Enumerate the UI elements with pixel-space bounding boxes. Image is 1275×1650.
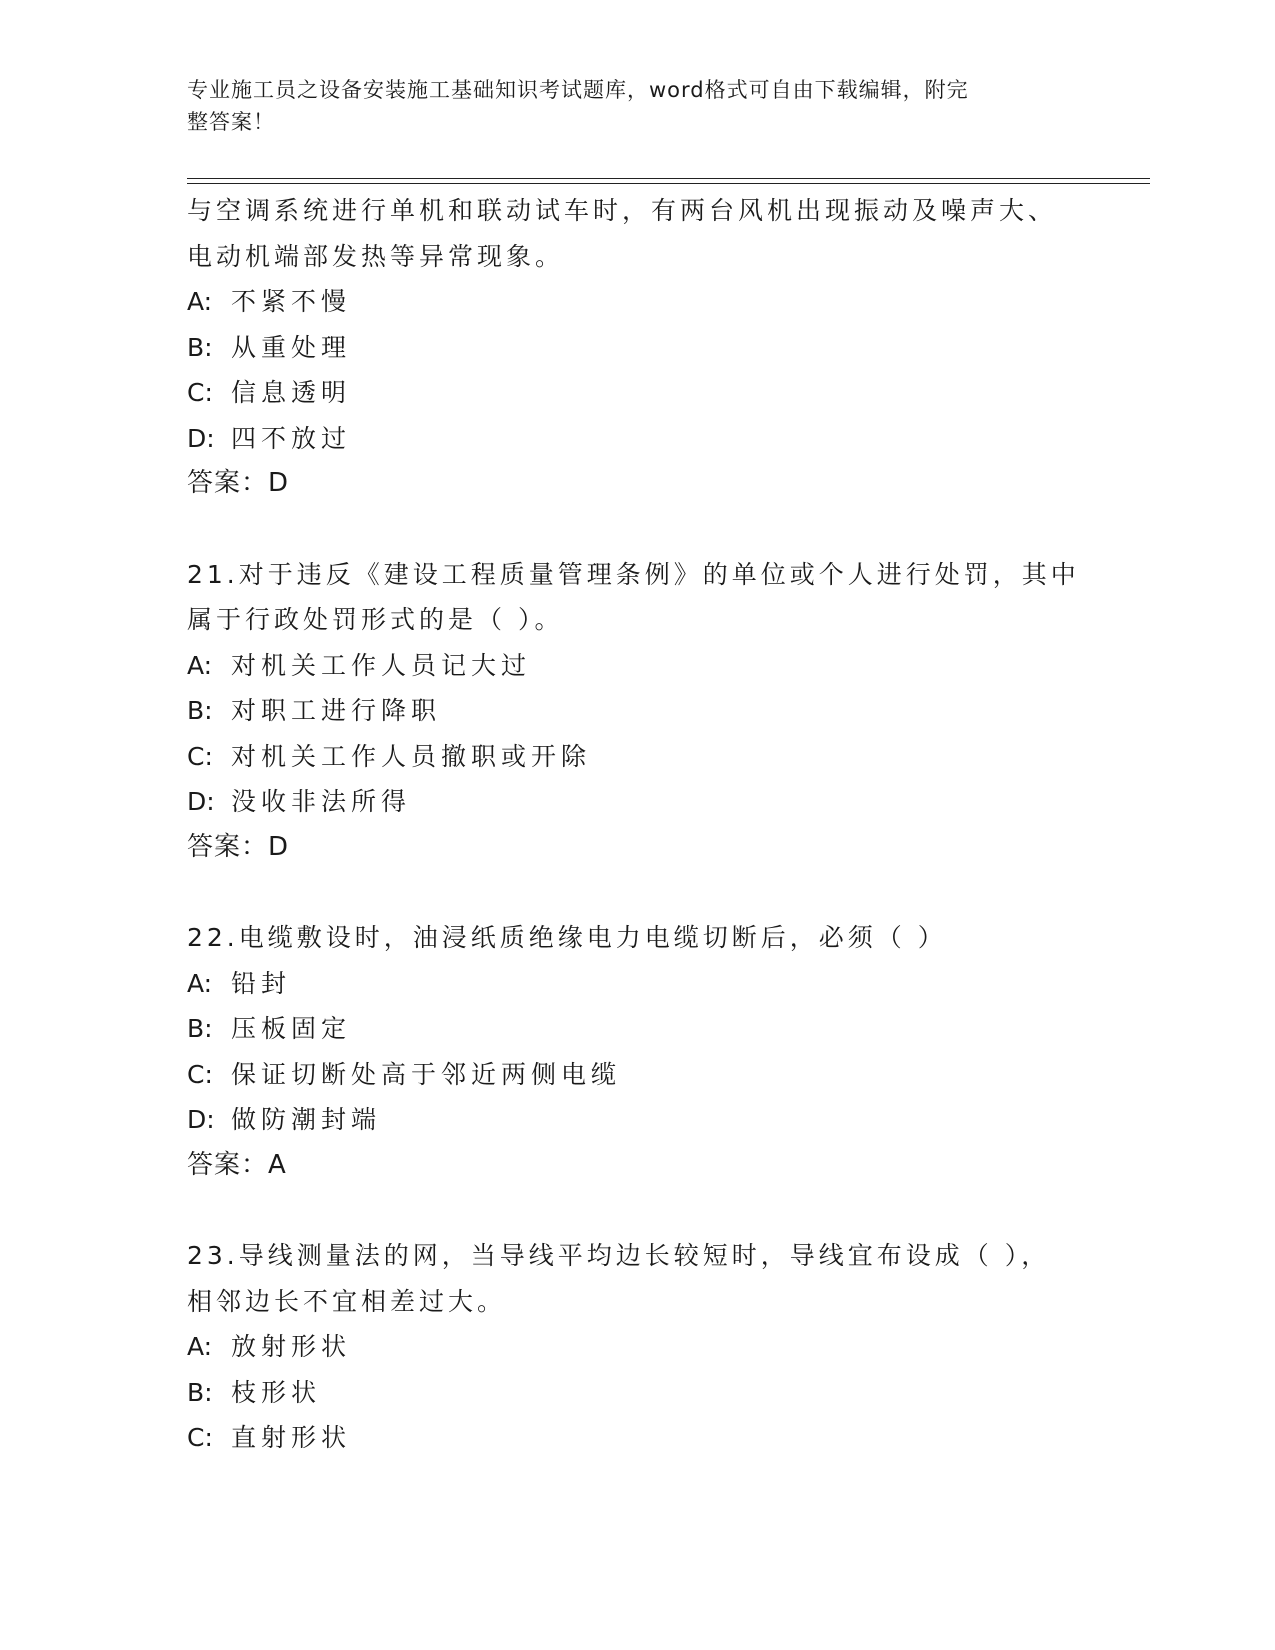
question-stem-line: 23.导线测量法的网，当导线平均边长较短时，导线宜布设成（ ）， [187, 1241, 1051, 1270]
option-c [187, 370, 1087, 416]
option-letter: C: [187, 378, 213, 407]
question-23 [187, 1233, 1087, 1461]
option-text: 不紧不慢 [231, 287, 352, 316]
option-b [187, 688, 1087, 734]
question-stem-line: 相邻边长不宜相差过大。 [187, 1286, 507, 1316]
question-spacer [187, 1188, 1087, 1233]
option-text: 直射形状 [231, 1423, 352, 1452]
option-b [187, 325, 1087, 371]
option-letter: C: [187, 1059, 213, 1089]
option-text: 没收非法所得 [231, 787, 412, 816]
header-divider-top [187, 178, 1150, 179]
option-d [187, 416, 1087, 462]
option-letter: A: [187, 287, 213, 316]
option-text: 枝形状 [231, 1377, 322, 1407]
option-c [187, 1052, 1087, 1098]
option-letter: B: [187, 696, 213, 725]
option-letter: C: [187, 1423, 213, 1452]
header-divider-bottom [187, 183, 1150, 184]
header-line-2: 整答案！ [187, 110, 275, 134]
option-b [187, 1370, 1087, 1416]
option-letter: D: [187, 1105, 215, 1134]
option-text: 保证切断处高于邻近两侧电缆 [231, 1059, 622, 1089]
option-d [187, 779, 1087, 825]
option-text: 压板固定 [231, 1014, 352, 1043]
option-text: 对机关工作人员撤职或开除 [231, 741, 592, 771]
option-letter: D: [187, 787, 215, 816]
option-text: 四不放过 [231, 423, 352, 453]
option-text: 从重处理 [231, 332, 352, 362]
option-letter: B: [187, 1377, 213, 1407]
option-letter: B: [187, 332, 213, 362]
question-stem-line: 与空调系统进行单机和联动试车时，有两台风机出现振动及噪声大、 [187, 196, 1058, 225]
question-continued [187, 188, 1087, 507]
option-a [187, 1324, 1087, 1370]
answer-line: 答案：A [187, 1149, 287, 1180]
answer-line: 答案：D [187, 831, 290, 862]
option-letter: A: [187, 968, 213, 998]
answer-line: 答案：D [187, 468, 290, 498]
question-stem-line: 属于行政处罚形式的是（ ）。 [187, 605, 564, 634]
question-21 [187, 552, 1087, 871]
option-text: 信息透明 [231, 378, 352, 407]
question-22 [187, 915, 1087, 1188]
option-letter: B: [187, 1014, 213, 1043]
option-letter: A: [187, 650, 213, 680]
option-text: 放射形状 [231, 1332, 352, 1361]
option-b [187, 1006, 1087, 1052]
question-stem-line: 21.对于违反《建设工程质量管理条例》的单位或个人进行处罚，其中 [187, 559, 1080, 589]
option-c [187, 734, 1087, 780]
header-line-1: 专业施工员之设备安装施工基础知识考试题库，word格式可自由下载编辑，附完 [187, 78, 969, 102]
option-letter: D: [187, 423, 215, 453]
question-stem-line: 22.电缆敷设时，油浸纸质绝缘电力电缆切断后，必须（ ） [187, 923, 947, 952]
document-header [187, 74, 1067, 138]
question-list [187, 188, 1087, 1461]
option-a [187, 643, 1087, 689]
option-text: 对职工进行降职 [231, 696, 442, 725]
question-spacer [187, 507, 1087, 552]
option-text: 对机关工作人员记大过 [231, 650, 532, 680]
option-letter: C: [187, 741, 213, 771]
option-c [187, 1415, 1087, 1461]
option-d [187, 1097, 1087, 1143]
option-a [187, 961, 1087, 1007]
option-text: 做防潮封端 [231, 1105, 382, 1134]
question-stem-line: 电动机端部发热等异常现象。 [187, 241, 565, 271]
question-spacer [187, 870, 1087, 915]
option-letter: A: [187, 1332, 213, 1361]
option-text: 铅封 [231, 968, 292, 998]
option-a [187, 279, 1087, 325]
